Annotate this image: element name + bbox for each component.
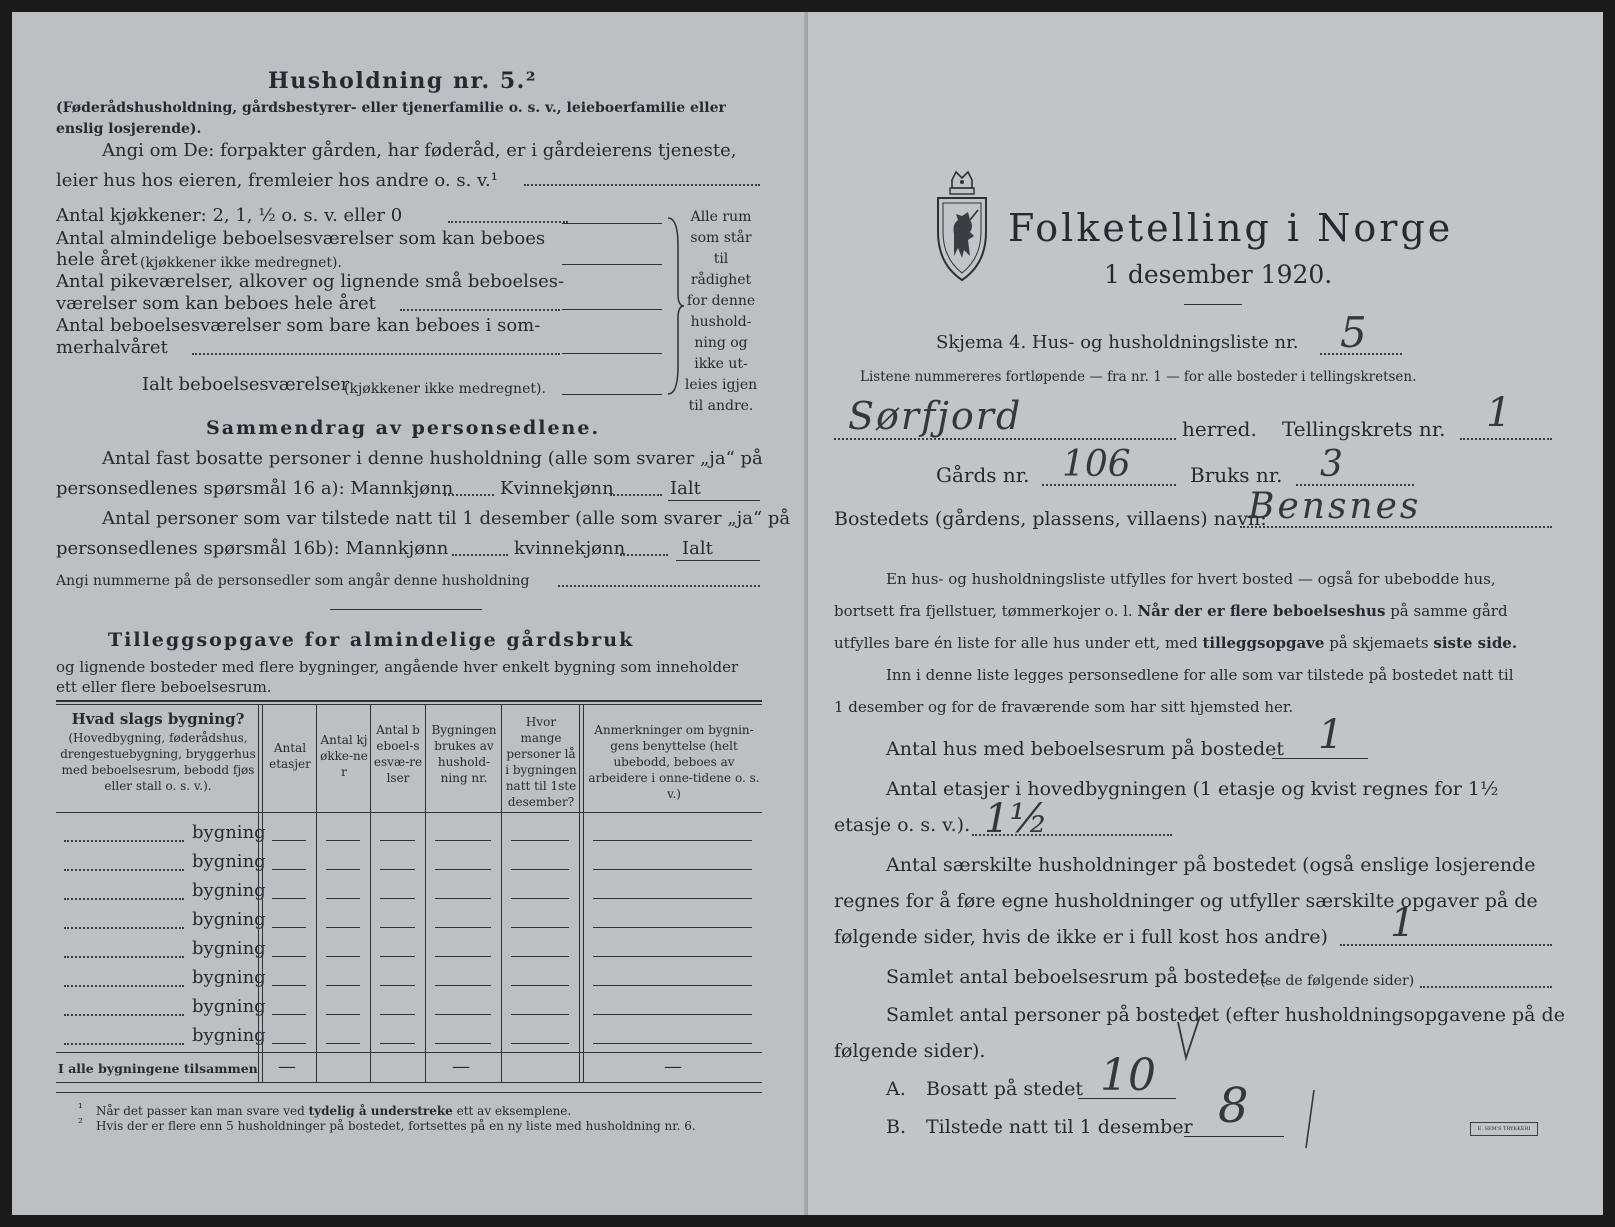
samlet-personer-line-1: Samlet antal personer på bostedet (efter husholdningsopgavene på de <box>886 1004 1565 1026</box>
left-page <box>12 12 808 1215</box>
tellingskrets-label: Tellingskrets nr. <box>1282 417 1446 441</box>
almindelige-line-2: hele året <box>56 249 138 270</box>
census-form-spread <box>12 12 1603 1215</box>
total-label: I alle bygningene tilsammen <box>58 1061 258 1076</box>
right-page <box>808 12 1603 1215</box>
samlet-rum-label: Samlet antal beboelsesrum på bostedet <box>886 966 1268 988</box>
instruction-line-1: En hus- og husholdningsliste utfylles for hvert bosted — også for ubebodde hus, <box>886 570 1496 588</box>
cell-answer-line <box>380 1014 415 1015</box>
nummer-answer-line <box>558 585 760 587</box>
ialt-note: (kjøkkener ikke medregnet). <box>344 381 546 397</box>
total-anmerkninger-dash: — <box>664 1056 682 1077</box>
household-subheading: (Føderådshusholdning, gårdsbestyrer- eller tjenerfamilie o. s. v., leieboerfamilie eller enslig losjerende). <box>56 100 726 137</box>
samlet-rum-note: (se de følgende sider) <box>1260 973 1415 989</box>
instruction-line-3a: utfylles bare én liste for alle hus under ett, med <box>834 634 1198 652</box>
instruction-line-3b: tilleggsopgave <box>1202 634 1325 652</box>
instruction-line-3 <box>834 632 1517 654</box>
cell-answer-line <box>380 840 415 841</box>
bygning-label: bygning <box>192 1025 266 1046</box>
kjokkener-answer-line <box>562 223 662 224</box>
cell-answer-line <box>272 956 306 957</box>
instruction-line-2a: bortsett fra fjellstuer, tømmerkojer o. l. <box>834 602 1133 620</box>
bygning-label: bygning <box>192 822 266 843</box>
hus-value: 1 <box>1318 712 1344 758</box>
cell-answer-line <box>272 898 306 899</box>
tilstede-kvinne-line <box>620 554 668 556</box>
cell-answer-line <box>380 985 415 986</box>
cell-answer-line <box>435 869 491 870</box>
col-etasjer: Antal etasjer <box>269 741 311 771</box>
saerskilte-value: 1 <box>1390 900 1416 946</box>
cell-answer-line <box>511 1014 569 1015</box>
cell-answer-line <box>272 927 306 928</box>
herred-value: Sørfjord <box>848 394 1023 438</box>
cell-answer-line <box>435 927 491 928</box>
cell-answer-line <box>326 869 360 870</box>
skjema-value: 5 <box>1340 308 1367 357</box>
cell-answer-line <box>593 840 752 841</box>
instruction-line-3c: på skjemaets <box>1329 634 1429 652</box>
bygning-label: bygning <box>192 967 266 988</box>
cell-answer-line <box>272 985 306 986</box>
footnote-1-b: tydelig å understreke <box>308 1104 453 1118</box>
sommer-line-1: Antal beboelsesværelser som bare kan beboes i som- <box>56 315 541 336</box>
instruction-line-2b: Når der er flere beboelseshus <box>1137 602 1386 620</box>
tilstede-letter: B. <box>886 1116 907 1138</box>
footnote-1-a: Når det passer kan man svare ved <box>96 1104 305 1118</box>
instruction-line-2c: på samme gård <box>1390 602 1508 620</box>
tilstede-mann-line <box>452 554 508 556</box>
footnote-2: Hvis der er flere enn 5 husholdninger på bostedet, fortsettes på en ny liste med husholdning nr. 6. <box>96 1119 696 1133</box>
tilstede-line-2c: Ialt <box>682 538 713 559</box>
bosatt-label: Bosatt på stedet <box>926 1078 1083 1100</box>
cell-answer-line <box>593 869 752 870</box>
cell-answer-line <box>326 985 360 986</box>
hus-label: Antal hus med beboelsesrum på bostedet <box>886 738 1285 760</box>
instruction-line-5: 1 desember og for de fraværende som har sitt hjemsted her. <box>834 698 1294 716</box>
sommer-answer-line <box>562 353 662 354</box>
bostedets-line <box>1240 526 1552 528</box>
tillegg-line-1: og lignende bosteder med flere bygninger, angående hver enkelt bygning som inneholder <box>56 658 739 676</box>
almindelige-answer-line <box>562 264 662 265</box>
samlet-rum-line <box>1420 986 1552 988</box>
pike-dots <box>400 309 560 311</box>
col-kjokkener: Antal kjøkke-ner <box>320 733 368 779</box>
saerskilte-line <box>1340 944 1552 946</box>
saerskilte-line-1: Antal særskilte husholdninger på bostedet (også enslige losjerende <box>886 854 1536 876</box>
form-title: Folketelling i Norge <box>1008 206 1454 250</box>
kjokkener-label: Antal kjøkkener: 2, 1, ½ o. s. v. eller 0 <box>56 205 403 226</box>
total-husholdning-dash: — <box>452 1056 470 1077</box>
title-rule <box>1184 304 1242 305</box>
herred-line <box>834 438 1176 440</box>
tilstede-line-1: Antal personer som var tilstede natt til 1 desember (alle som svarer „ja“ på <box>102 508 791 529</box>
cell-answer-line <box>435 840 491 841</box>
cell-answer-line <box>272 1043 306 1044</box>
fast-ialt-line <box>668 500 760 501</box>
col-bygning-title: Hvad slags bygning? <box>71 710 245 728</box>
section-divider <box>330 609 482 610</box>
form-date: 1 desember 1920. <box>1104 260 1333 289</box>
cell-answer-line <box>511 956 569 957</box>
bruks-value: 3 <box>1320 444 1343 485</box>
cell-answer-line <box>511 927 569 928</box>
side-note: Alle rum som står til rådighet for denne hushold- ning og ikke ut- leies igjen til andre. <box>684 209 758 414</box>
instruction-line-3d: siste side. <box>1433 634 1518 652</box>
bygning-answer-line <box>64 898 184 900</box>
cell-answer-line <box>380 927 415 928</box>
bygning-answer-line <box>64 1014 184 1016</box>
footnote-2-mark: ² <box>78 1116 83 1130</box>
cell-answer-line <box>326 840 360 841</box>
bosatt-line <box>1078 1098 1176 1099</box>
etasjer-line <box>972 834 1172 836</box>
nummer-line: Angi nummerne på de personsedler som angår denne husholdning <box>56 573 530 589</box>
fast-line-2a: personsedlenes spørsmål 16 a): Mannkjønn <box>56 478 454 499</box>
tilstede-value: 8 <box>1218 1078 1249 1134</box>
col-anmerkninger: Anmerkninger om bygnin-gens benyttelse (helt ubebodd, beboes av arbeidere i onne-tidene o. s. v.) <box>588 723 760 801</box>
listene-note: Listene nummereres fortløpende — fra nr. 1 — for alle bosteder i tellingskretsen. <box>860 369 1417 385</box>
tally-stroke-icon <box>1298 1088 1322 1152</box>
cell-answer-line <box>593 1043 752 1044</box>
cell-answer-line <box>380 898 415 899</box>
cell-answer-line <box>593 927 752 928</box>
total-etasjer-dash: — <box>278 1056 296 1077</box>
etasjer-line-2: etasje o. s. v.). <box>834 814 971 836</box>
cell-answer-line <box>435 898 491 899</box>
cell-answer-line <box>593 1014 752 1015</box>
bygning-label: bygning <box>192 909 266 930</box>
bygning-answer-line <box>64 869 184 871</box>
bygning-answer-line <box>64 1043 184 1045</box>
cell-answer-line <box>380 956 415 957</box>
bygning-label: bygning <box>192 880 266 901</box>
cell-answer-line <box>593 985 752 986</box>
tillegg-line-2: ett eller flere beboelsesrum. <box>56 678 272 696</box>
cell-answer-line <box>326 927 360 928</box>
saerskilte-line-3: følgende sider, hvis de ikke er i full kost hos andre) <box>834 926 1328 948</box>
skjema-label: Skjema 4. Hus- og husholdningsliste nr. <box>936 332 1299 353</box>
cell-answer-line <box>593 898 752 899</box>
bostedets-label: Bostedets (gårdens, plassens, villaens) navn: <box>834 508 1267 530</box>
tellingskrets-value: 1 <box>1486 390 1512 436</box>
samlet-personer-line-2: følgende sider). <box>834 1040 986 1062</box>
fast-line-2b: Kvinnekjønn <box>500 478 614 499</box>
cell-answer-line <box>380 869 415 870</box>
fast-kvinne-line <box>610 494 662 496</box>
col-bygning-sub: (Hovedbygning, føderådshus, drengestuebygning, bryggerhus med beboelsesrum, bebodd fjøs eller stall o. s. v.). <box>60 731 256 793</box>
coat-of-arms-icon <box>934 170 990 286</box>
tilstede-ialt-line <box>676 560 760 561</box>
cell-answer-line <box>435 1014 491 1015</box>
instruction-line-2 <box>834 600 1508 622</box>
cell-answer-line <box>326 898 360 899</box>
col-personer: Hvor mange personer lå i bygningen natt til 1ste desember? <box>505 715 577 809</box>
tilstede-line-2b: kvinnekjønn <box>514 538 626 559</box>
cell-answer-line <box>511 869 569 870</box>
saerskilte-line-2: regnes for å føre egne husholdninger og utfyller særskilte opgaver på de <box>834 890 1538 912</box>
angi-answer-line <box>524 184 760 186</box>
bruks-label: Bruks nr. <box>1190 463 1283 487</box>
ialt-answer-line <box>562 394 662 395</box>
bosatt-letter: A. <box>886 1078 906 1100</box>
cell-answer-line <box>511 985 569 986</box>
cell-answer-line <box>380 1043 415 1044</box>
etasjer-value: 1½ <box>984 796 1049 842</box>
printer-stamp <box>1470 1122 1538 1136</box>
angi-line-1: Angi om De: forpakter gården, har føderåd, er i gårdeierens tjeneste, <box>102 140 737 161</box>
gards-label: Gårds nr. <box>936 463 1030 487</box>
almindelige-note: (kjøkkener ikke medregnet). <box>140 255 342 271</box>
footnote-rule <box>56 1092 762 1093</box>
cell-answer-line <box>511 1043 569 1044</box>
bygning-answer-line <box>64 840 184 842</box>
bygning-label: bygning <box>192 938 266 959</box>
footnote-1-c: ett av eksemplene. <box>456 1104 572 1118</box>
tillegg-heading: Tilleggsopgave for almindelige gårdsbruk <box>108 629 635 651</box>
fast-line-1: Antal fast bosatte personer i denne husholdning (alle som svarer „ja“ på <box>102 448 763 469</box>
angi-line-2: leier hus hos eieren, fremleier hos andre o. s. v.¹ <box>56 170 498 191</box>
cell-answer-line <box>593 956 752 957</box>
tellingskrets-line <box>1460 438 1552 440</box>
skjema-answer-line <box>1320 353 1402 355</box>
sommer-line-2: merhalvåret <box>56 337 168 358</box>
cell-answer-line <box>511 840 569 841</box>
cell-answer-line <box>272 869 306 870</box>
fast-mann-line <box>444 494 494 496</box>
tilstede-label: Tilstede natt til 1 desember <box>926 1116 1193 1138</box>
bosatt-value: 10 <box>1100 1050 1156 1101</box>
etasjer-line-1: Antal etasjer i hovedbygningen (1 etasje og kvist regnes for 1½ <box>886 778 1499 800</box>
gards-value: 106 <box>1062 444 1131 485</box>
pike-answer-line <box>562 309 662 310</box>
footnote-1-mark: ¹ <box>78 1101 83 1115</box>
cell-answer-line <box>435 956 491 957</box>
hus-line <box>1272 758 1368 759</box>
col-husholdning-nr: Bygningen brukes av hushold-ning nr. <box>431 723 497 785</box>
gards-line <box>1042 484 1176 486</box>
cell-answer-line <box>511 898 569 899</box>
bygning-label: bygning <box>192 851 266 872</box>
check-mark-icon <box>1176 1014 1204 1062</box>
col-beboelsesvaerelser: Antal beboel-sesvæ-relser <box>373 723 423 785</box>
cell-answer-line <box>326 956 360 957</box>
cell-answer-line <box>272 840 306 841</box>
pike-line-1: Antal pikeværelser, alkover og lignende små beboelses- <box>56 271 565 292</box>
tilstede-line <box>1184 1136 1284 1137</box>
instruction-line-4: Inn i denne liste legges personsedlene for alle som var tilstede på bostedet natt til <box>886 666 1514 684</box>
herred-label: herred. <box>1182 417 1257 441</box>
cell-answer-line <box>326 1043 360 1044</box>
almindelige-line-1: Antal almindelige beboelsesværelser som kan beboes <box>56 228 546 249</box>
cell-answer-line <box>435 1043 491 1044</box>
kjokkener-dots <box>448 221 568 223</box>
pike-line-2: værelser som kan beboes hele året <box>56 293 376 314</box>
bygning-label: bygning <box>192 996 266 1017</box>
bygning-answer-line <box>64 956 184 958</box>
cell-answer-line <box>326 1014 360 1015</box>
tilstede-line-2a: personsedlenes spørsmål 16b): Mannkjønn <box>56 538 449 559</box>
bygning-answer-line <box>64 985 184 987</box>
household-heading: Husholdning nr. 5.² <box>268 68 537 94</box>
ialt-label: Ialt beboelsesværelser <box>142 374 350 395</box>
cell-answer-line <box>435 985 491 986</box>
printer-stamp-text: E. SEM'S TRYKKERI <box>1477 1126 1531 1132</box>
fast-line-2c: Ialt <box>670 478 701 499</box>
bygning-answer-line <box>64 927 184 929</box>
sommer-dots <box>192 353 560 355</box>
cell-answer-line <box>272 1014 306 1015</box>
summary-heading: Sammendrag av personsedlene. <box>206 417 601 439</box>
bostedets-value: Bensnes <box>1248 486 1422 527</box>
